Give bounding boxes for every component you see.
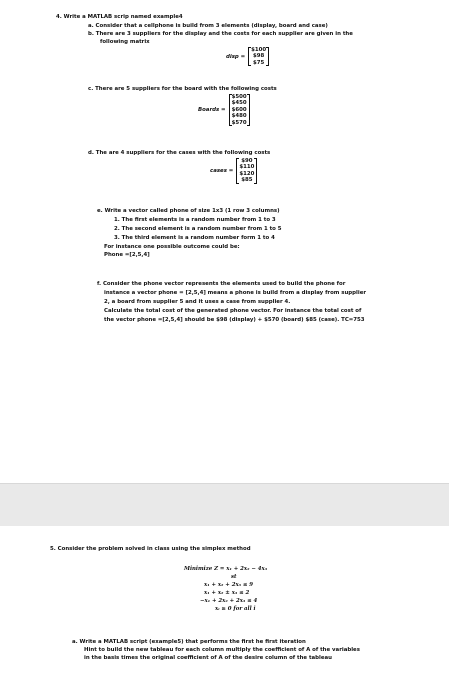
disp-value: $98 <box>253 53 265 60</box>
disp-value: $75 <box>253 59 265 66</box>
document-page-2 <box>0 526 449 700</box>
boards-matrix-values <box>229 94 250 126</box>
q4-item-f-line3: 2, a board from supplier 5 and it uses a case from supplier 4. <box>104 299 291 305</box>
q4-item-b-line2: following matrix <box>100 39 150 45</box>
cases-value: $110 <box>239 164 255 171</box>
boards-value: $570 <box>231 119 247 126</box>
boards-matrix <box>198 94 250 126</box>
q4-item-f-line5: the vector phone =[2,5,4] should be $98 (display) + $570 (board) $85 (case). TC=753 <box>104 317 365 323</box>
q5-item-a-line3: in the basis times the original coefficient of A of the desire column of the tableau <box>84 655 333 661</box>
q4-item-f-line4: Calculate the total cost of the generated phone vector. For instance the total cost of <box>104 308 362 314</box>
q5-title: 5. Consider the problem solved in class using the simplex method <box>50 546 251 552</box>
disp-matrix-values <box>248 47 269 66</box>
q4-title: 4. Write a MATLAB scrip named example4 <box>56 14 183 20</box>
cases-label: cases = <box>210 167 234 174</box>
q5-subject-to: st <box>231 574 237 580</box>
q5-constraint-1: x₁ + x₂ + 2x₃ ≤ 9 <box>204 582 254 588</box>
cases-value: $90 <box>241 158 253 164</box>
boards-value: $600 <box>231 106 247 113</box>
q5-constraint-4: xᵢ ≥ 0 for all i <box>215 606 256 612</box>
q5-objective: Minimize Z = x₁ + 2x₂ − 4x₃ <box>184 566 268 572</box>
q4-item-f-line1: f. Consider the phone vector represents the elements used to build the phone for <box>97 281 346 287</box>
disp-value: $100 <box>251 47 267 53</box>
boards-value: $480 <box>231 113 247 120</box>
q4-item-e-step3: 3. The third element is a random number form 1 to 4 <box>114 235 275 241</box>
boards-label: Boards = <box>198 107 226 114</box>
q4-item-e-step2: 2. The second element is a random number from 1 to 5 <box>114 226 282 232</box>
page-separator <box>0 483 449 527</box>
cases-value: $85 <box>241 177 253 184</box>
disp-label: disp = <box>226 53 246 60</box>
q4-item-b-line1: b. There are 3 suppliers for the display and the costs for each supplier are given in the <box>88 31 353 37</box>
q4-item-e-example: Phone =[2,5,4] <box>104 252 150 258</box>
disp-matrix <box>226 47 269 66</box>
q5-constraint-2: x₁ + x₂ ± x₃ ≤ 2 <box>204 590 250 596</box>
q4-item-d: d. The are 4 suppliers for the cases with the following costs <box>88 150 271 156</box>
q5-item-a-line1: a. Write a MATLAB script (example5) that performs the first he first iteration <box>72 639 306 645</box>
q4-item-a: a. Consider that a cellphone is build from 3 elements (display, board and case) <box>88 23 328 29</box>
boards-value: $500 <box>231 94 247 100</box>
q4-item-f-line2: instance a vector phone = [2,5,4] means a phone is build from a display from supplier <box>104 290 367 296</box>
boards-value: $450 <box>231 100 247 107</box>
q4-item-c: c. There are 5 suppliers for the board with the following costs <box>88 86 277 92</box>
cases-matrix-values <box>236 158 257 184</box>
cases-matrix <box>210 158 257 184</box>
q4-item-e: e. Write a vector called phone of size 1x3 (1 row 3 columns) <box>97 208 280 214</box>
q4-item-e-note: For instance one possible outcome could be: <box>104 244 240 250</box>
q4-item-e-step1: 1. The first elements is a random number from 1 to 3 <box>114 217 276 223</box>
q5-item-a-line2: Hint to build the new tableau for each column multiply the coefficient of A of the variables <box>84 647 360 653</box>
cases-value: $120 <box>239 170 255 177</box>
q5-constraint-3: −x₁ + 2x₂ + 2x₃ ≤ 4 <box>200 598 258 604</box>
